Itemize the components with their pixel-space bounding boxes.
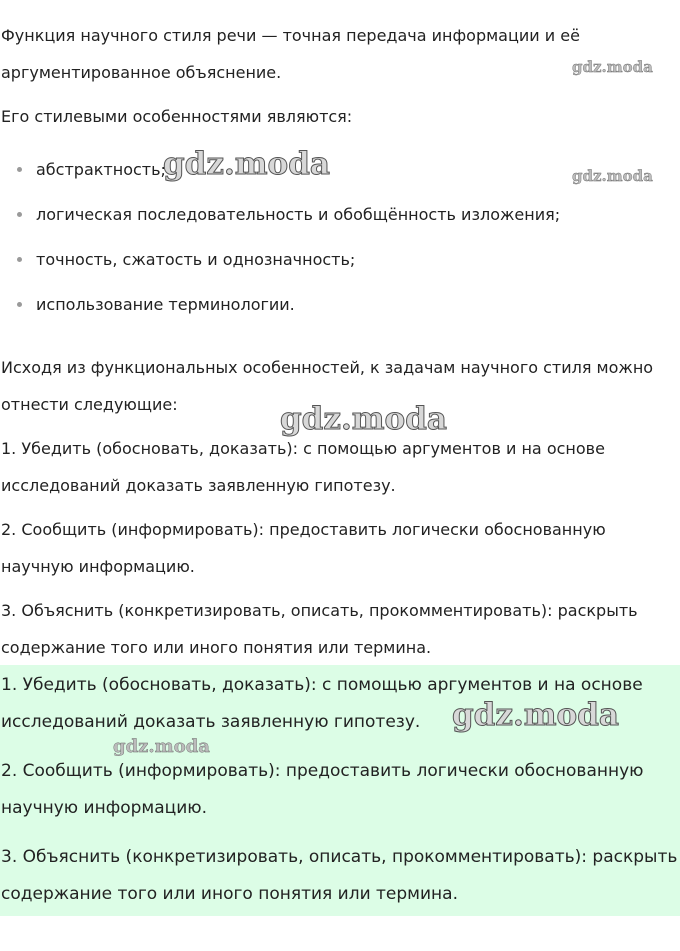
task-item: 2. Сообщить (информировать): предоставить логически обоснованную научную информацию. <box>1 520 606 576</box>
watermark-logo: gdz.moda <box>280 401 447 437</box>
features-list <box>0 151 672 331</box>
intro-paragraph: Функция научного стиля речи — точная передача информации и её аргументированное объяснение. <box>1 26 580 82</box>
watermark-logo: gdz.moda <box>452 697 619 733</box>
list-item <box>0 196 672 241</box>
watermark-logo: gdz.moda <box>113 736 210 757</box>
watermark-logo: gdz.moda <box>163 146 330 182</box>
task-item: 3. Объяснить (конкретизировать, описать, прокомментировать): раскрыть содержание того или иного понятия или термина. <box>1 601 638 657</box>
answer-item: 1. Убедить (обосновать, доказать): с помощью аргументов и на основе исследований доказать заявленную гипотезу. <box>1 675 643 732</box>
answer-item: 2. Сообщить (информировать): предоставить логически обоснованную научную информацию. <box>1 761 644 818</box>
bullet-icon <box>17 257 22 262</box>
task-item: 1. Убедить (обосновать, доказать): с помощью аргументов и на основе исследований доказать заявленную гипотезу. <box>1 439 605 495</box>
features-lead: Его стилевыми особенностями являются: <box>1 107 353 126</box>
bullet-icon <box>17 302 22 307</box>
list-item <box>0 151 672 196</box>
list-item-text: точность, сжатость и однозначность; <box>36 250 356 269</box>
list-item <box>0 286 672 331</box>
watermark-logo: gdz.moda <box>572 167 653 185</box>
answer-item: 3. Объяснить (конкретизировать, описать, прокомментировать): раскрыть содержание того или иного понятия или термина. <box>1 847 678 904</box>
bullet-icon <box>17 167 22 172</box>
list-item-text: логическая последовательность и обобщённость изложения; <box>36 205 561 224</box>
answer-block <box>0 665 680 916</box>
list-item-text: абстрактность; <box>36 160 166 179</box>
tasks-list <box>0 430 672 673</box>
watermark-logo: gdz.moda <box>572 58 653 76</box>
bullet-icon <box>17 212 22 217</box>
list-item <box>0 241 672 286</box>
list-item-text: использование терминологии. <box>36 295 295 314</box>
tasks-intro-paragraph: Исходя из функциональных особенностей, к задачам научного стиля можно отнести следующие: <box>1 358 654 414</box>
